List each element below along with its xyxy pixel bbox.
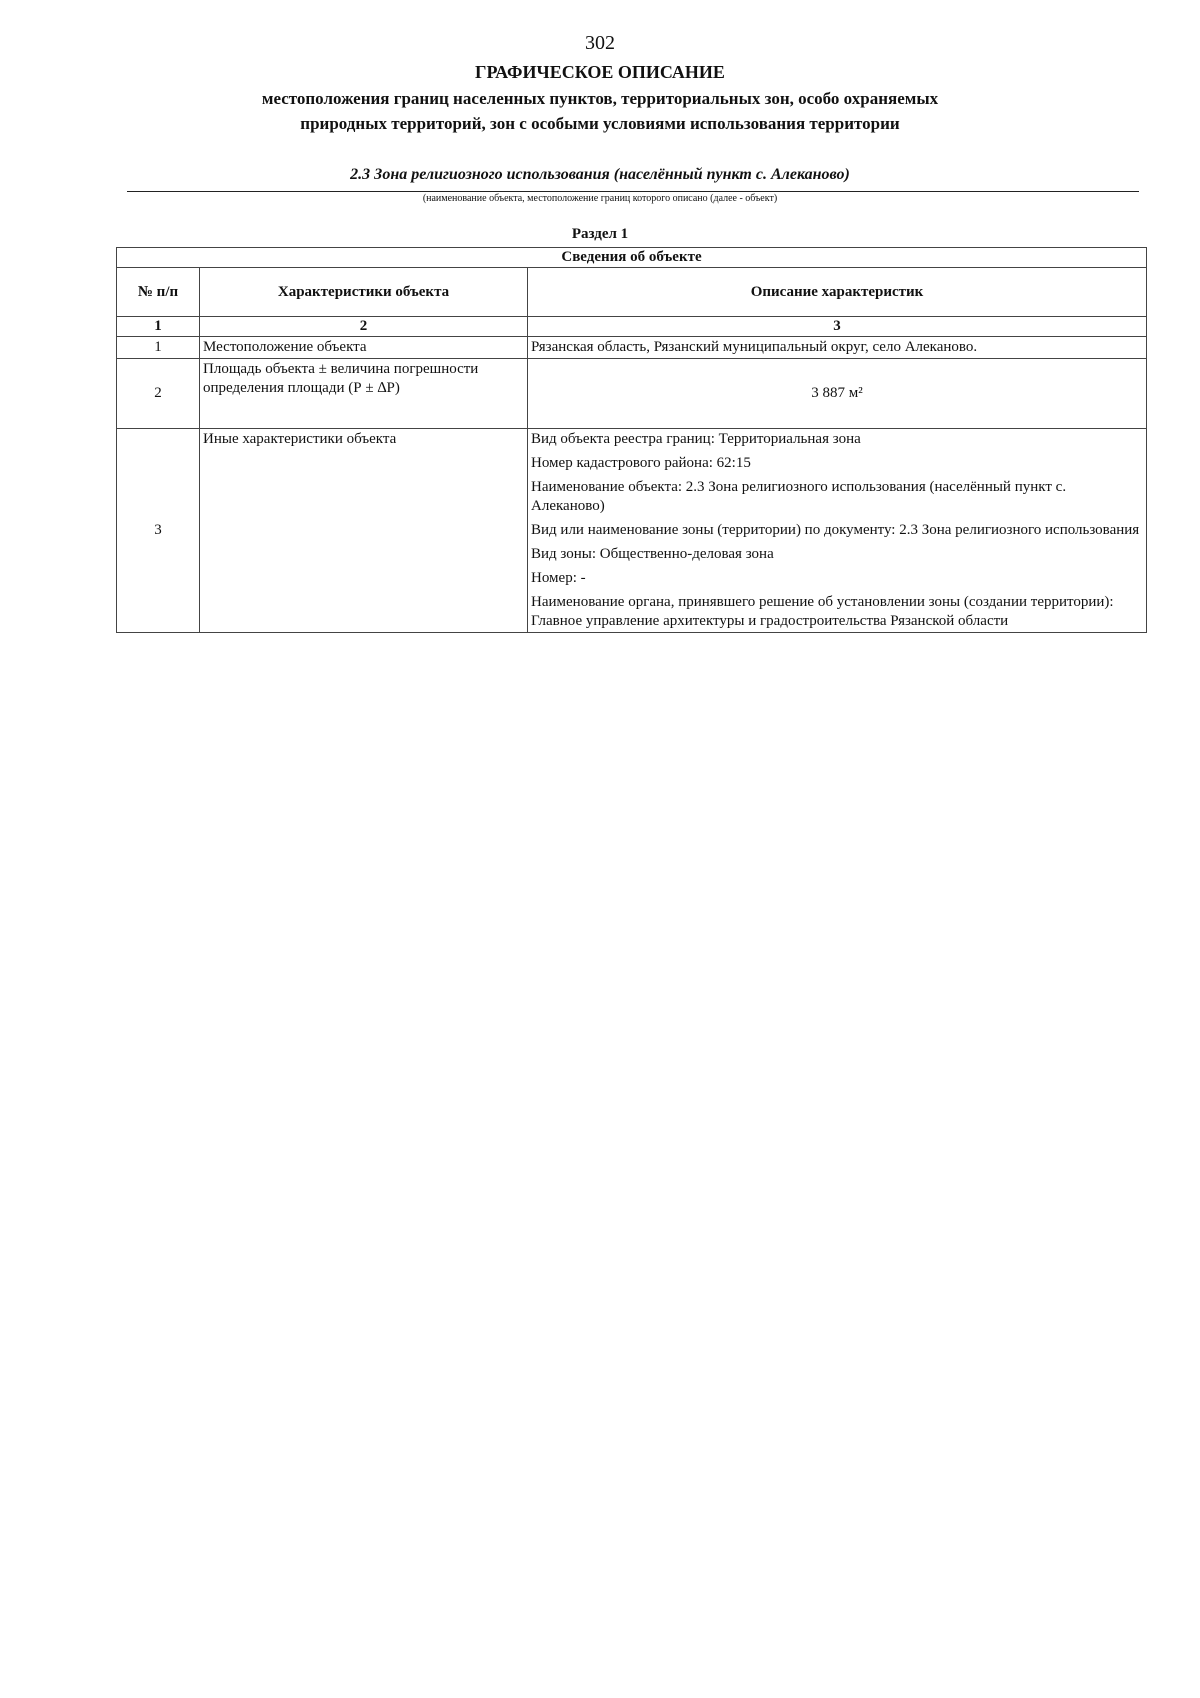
row-description [528,359,1147,429]
row-description: Рязанская область, Рязанский муниципальный округ, село Алеканово. [528,337,1147,359]
row-number: 2 [117,359,200,429]
table-title-row [117,248,1147,268]
header-characteristic: Характеристики объекта [200,268,528,317]
column-number: 3 [528,317,1147,337]
area-value: 3 887 м² [811,385,863,401]
header-number: № п/п [117,268,200,317]
header-description: Описание характеристик [528,268,1147,317]
object-info-table [116,247,1147,633]
table-row [117,337,1147,359]
document-title: ГРАФИЧЕСКОЕ ОПИСАНИЕ [475,62,725,82]
row-characteristic: Иные характеристики объекта [200,429,528,633]
document-subtitle: местоположения границ населенных пунктов, территориальных зон, особо охраняемых природных территорий, зон с особыми условиями использования территории [261,89,939,133]
description-line: Номер: - [531,570,586,586]
column-number: 1 [117,317,200,337]
row-description [528,429,1147,633]
description-line: Номер кадастрового района: 62:15 [531,455,751,471]
row-characteristic: Местоположение объекта [200,337,528,359]
object-name-caption: (наименование объекта, местоположение границ которого описано (далее - объект) [422,193,778,204]
column-number: 2 [200,317,528,337]
description-line: Наименование объекта: 2.3 Зона религиозного использования (населённый пункт с. Алеканово) [531,479,1067,514]
table-header-row [117,268,1147,317]
table-row [117,359,1147,429]
row-characteristic: Площадь объекта ± величина погрешности определения площади (Р ± ∆Р) [200,359,528,429]
description-line: Вид объекта реестра границ: Территориальная зона [531,431,861,447]
row-number: 1 [117,337,200,359]
object-name: 2.3 Зона религиозного использования (населённый пункт с. Алеканово) [350,166,850,183]
description-line: Вид или наименование зоны (территории) по документу: 2.3 Зона религиозного использования [531,522,1140,538]
table-row [117,429,1147,633]
table-title: Сведения об объекте [117,248,1147,268]
page-number: 302 [585,32,615,54]
description-line: Вид зоны: Общественно-деловая зона [531,546,774,562]
row-number: 3 [117,429,200,633]
column-number-row [117,317,1147,337]
object-name-underline [127,191,1139,192]
section-title: Раздел 1 [571,226,629,242]
description-line: Наименование органа, принявшего решение об установлении зоны (создании территории): Главное управление архитектуры и градостроительства Рязанской области [531,594,1114,629]
